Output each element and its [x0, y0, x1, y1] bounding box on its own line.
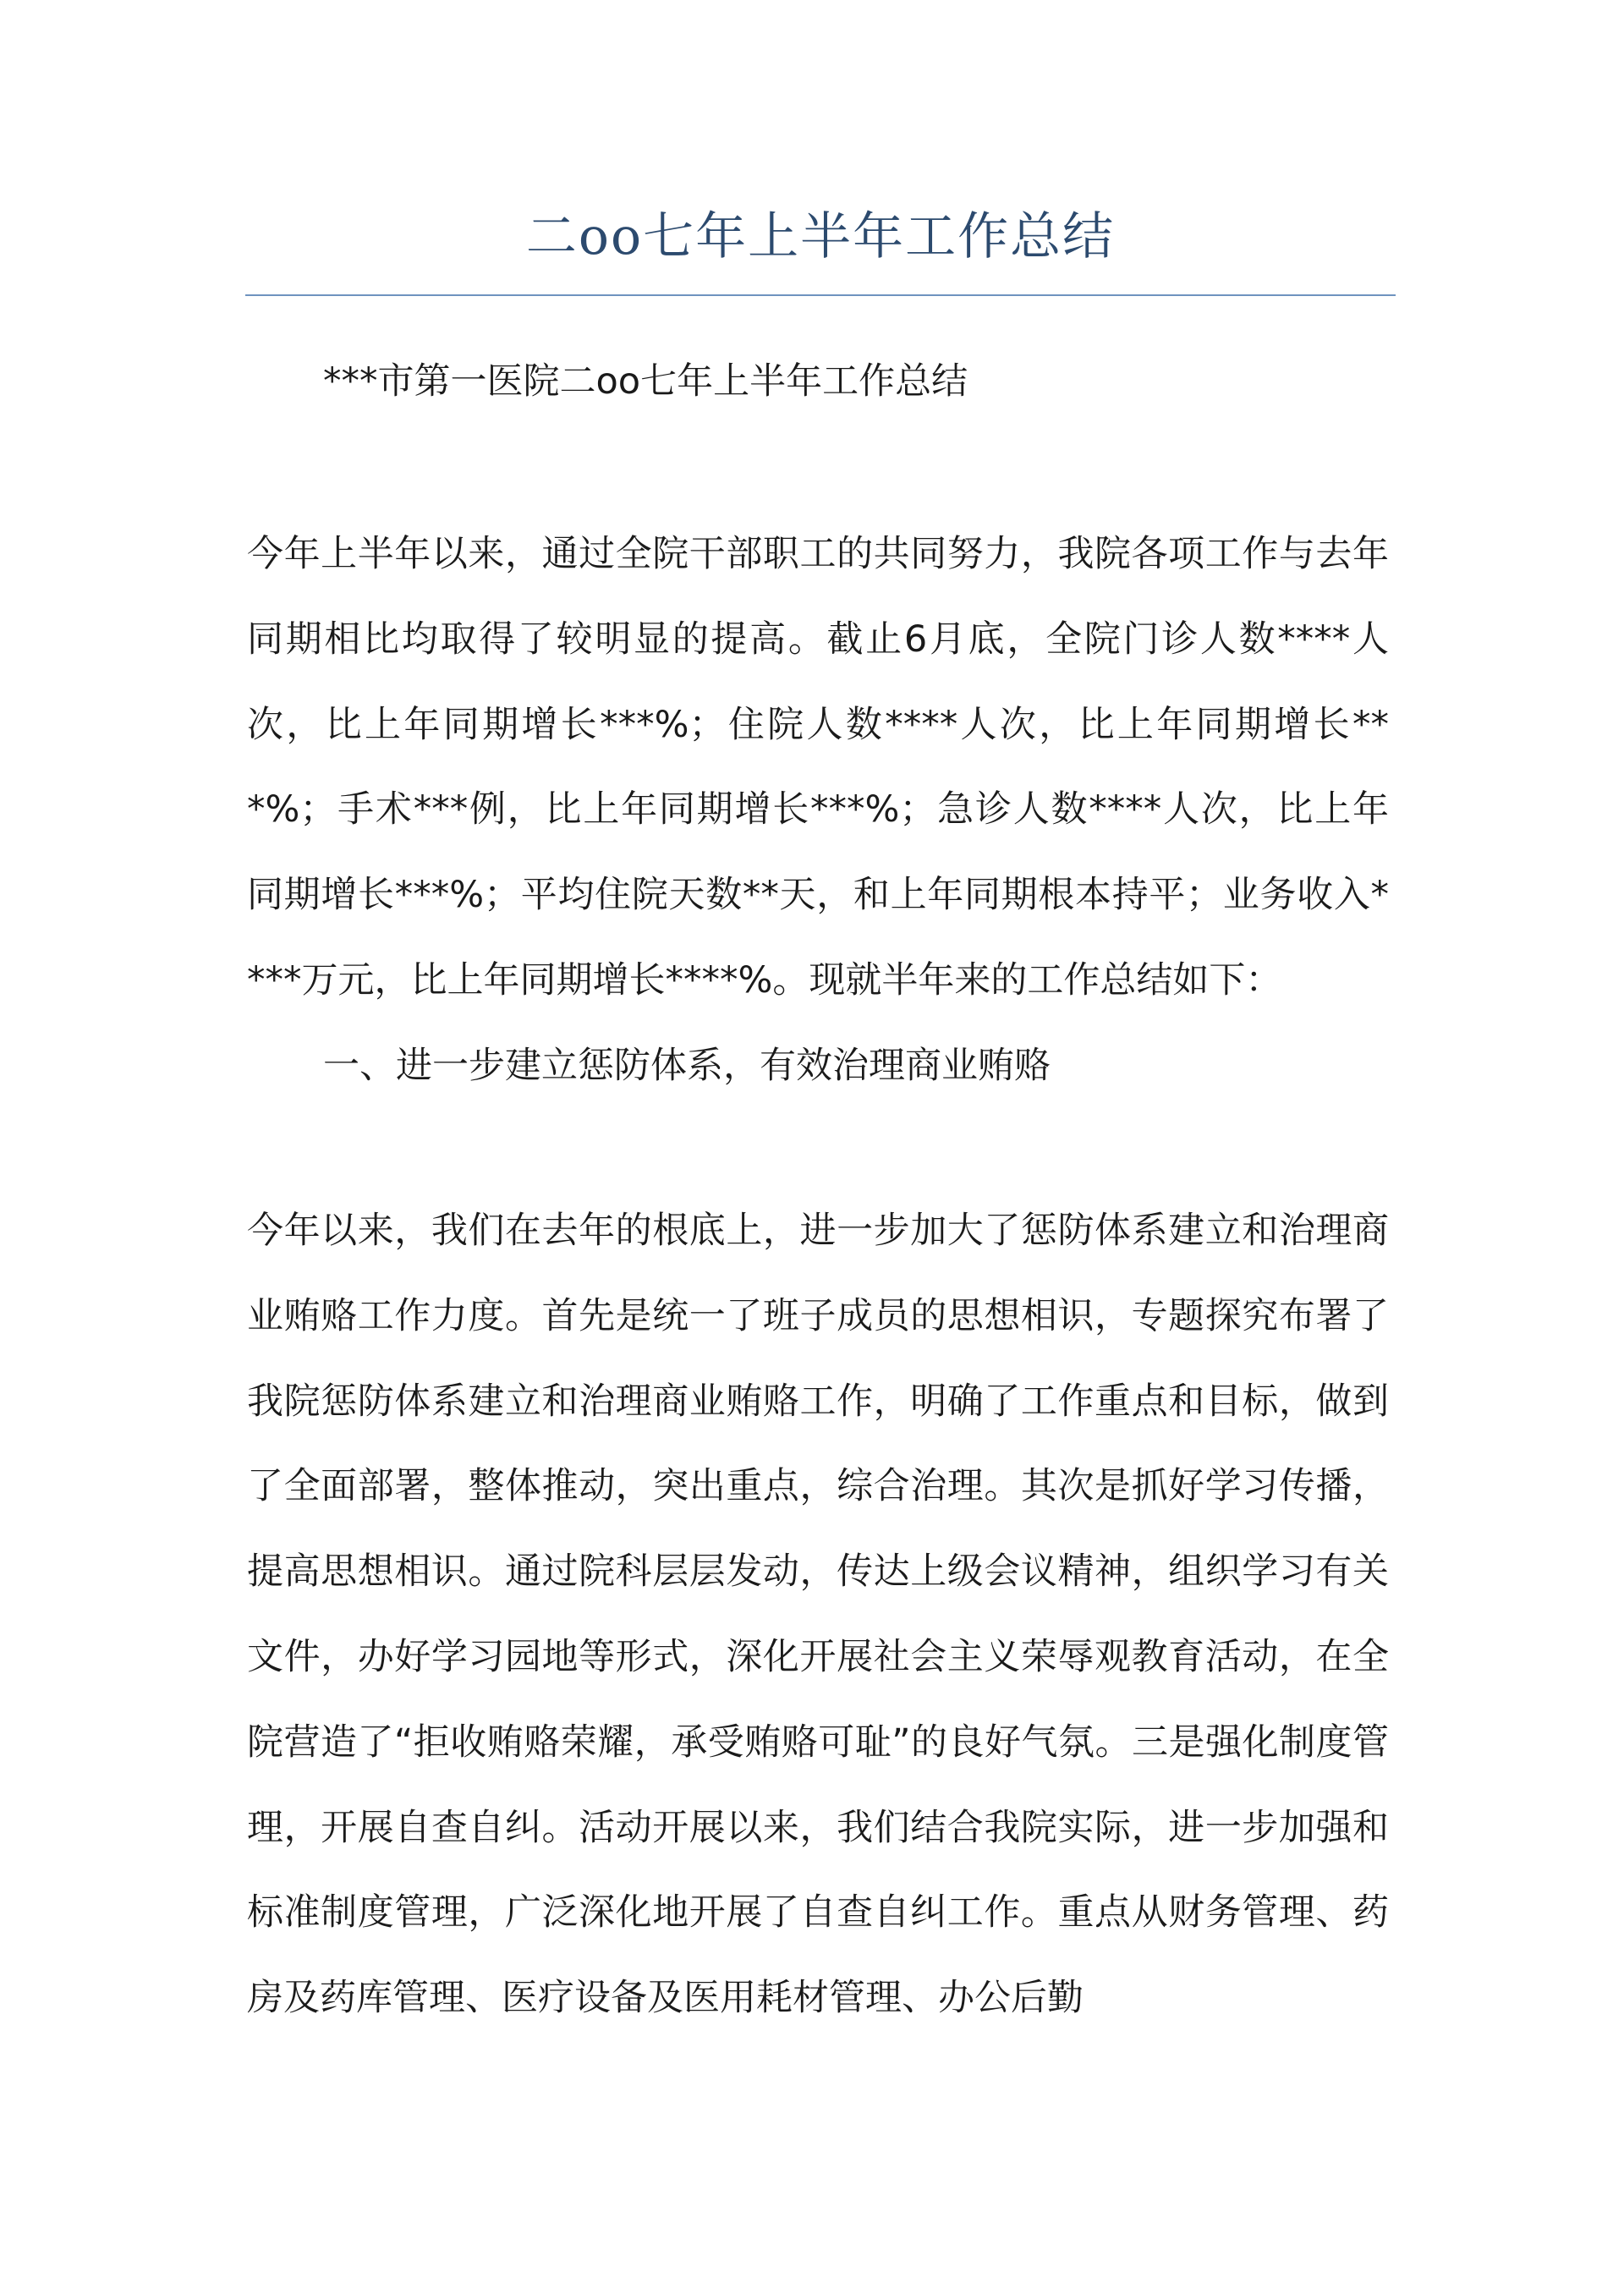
- intro-paragraph: 今年上半年以来，通过全院干部职工的共同努力，我院各项工作与去年同期相比均取得了较明显的提高。截止6月底，全院门诊人数****人次，比上年同期增长***%；住院人数****人次，比上年同期增长***%；手术***例，比上年同期增长***%；急诊人数****人次，比上年同期增长***%；平均住院天数**天，和上年同期根本持平；业务收入****万元，比上年同期增长****%。现就半年来的工作总结如下：: [247, 533, 1389, 1002]
- document-subtitle: ***市第一医院二oo七年上半年工作总结: [323, 360, 968, 403]
- section-1-paragraph: 今年以来，我们在去年的根底上，进一步加大了惩防体系建立和治理商业贿赂工作力度。首先是统一了班子成员的思想相识，专题探究布署了我院惩防体系建立和治理商业贿赂工作，明确了工作重点和目标，做到了全面部署，整体推动，突出重点，综合治理。其次是抓好学习传播，提高思想相识。通过院科层层发动，传达上级会议精神，组织学习有关文件，办好学习园地等形式，深化开展社会主义荣辱观教育活动，在全院营造了“拒收贿赂荣耀，承受贿赂可耻”的良好气氛。三是强化制度管理，开展自查自纠。活动开展以来，我们结合我院实际，进一步加强和标准制度管理，广泛深化地开展了自查自纠工作。重点从财务管理、药房及药库管理、医疗设备及医用耗材管理、办公后勤: [247, 1210, 1389, 2020]
- section-heading-1: 一、进一步建立惩防体系，有效治理商业贿赂: [323, 1045, 1051, 1087]
- document-title: 二oo七年上半年工作总结: [525, 207, 1116, 266]
- title-underline: [245, 294, 1396, 296]
